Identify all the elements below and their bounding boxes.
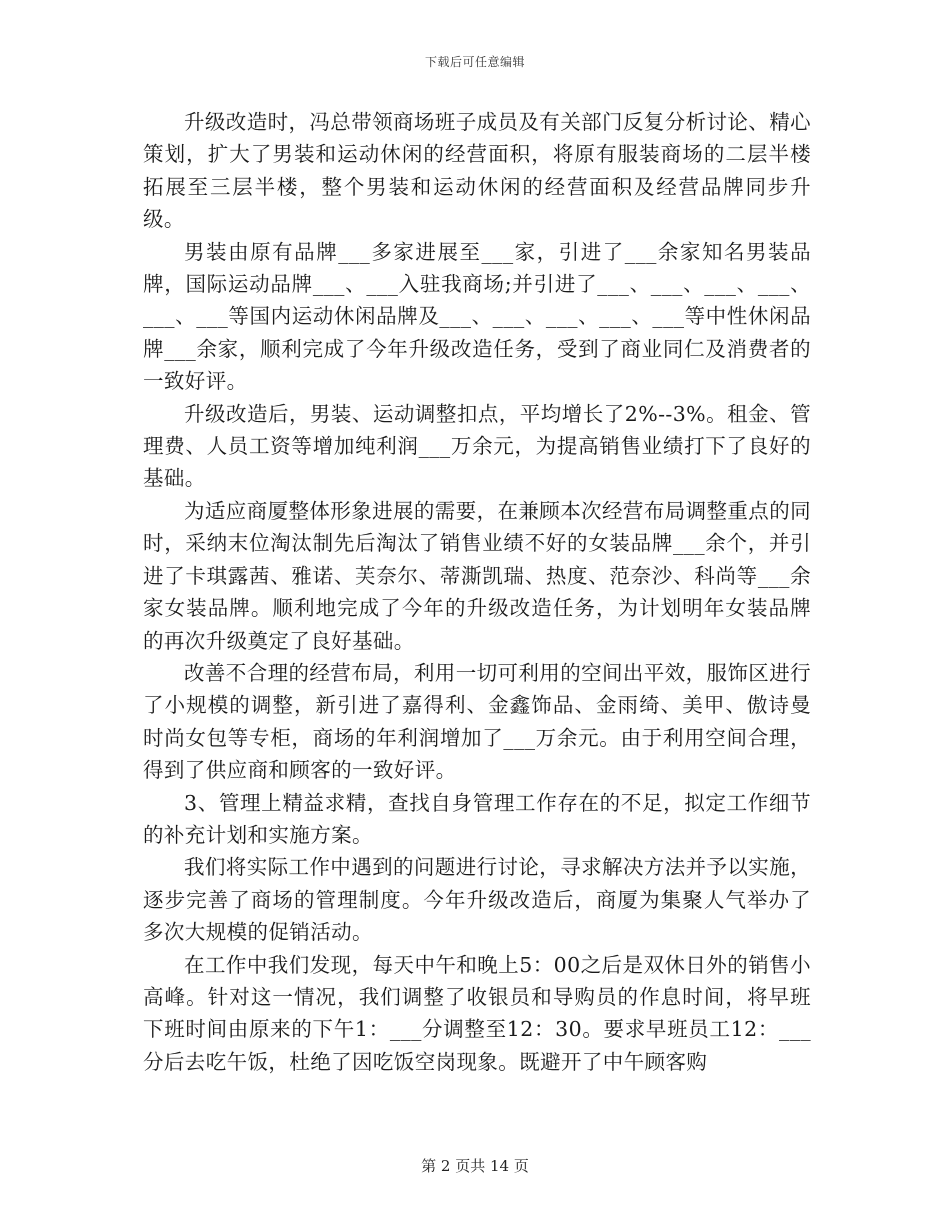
page-header: 下载后可任意编辑 <box>424 55 525 69</box>
page-footer: 第 2 页共 14 页 <box>421 1157 529 1175</box>
paragraph-7: 我们将实际工作中遇到的问题进行讨论，寻求解决方法并予以实施，逐步完善了商场的管理制度。今年升级改造后，商厦为集聚人气举办了多次大规模的促销活动。 <box>143 855 811 945</box>
paragraph-2: 男装由原有品牌___多家进展至___家，引进了___余家知名男装品牌，国际运动品牌___、___入驻我商场;并引进了___、___、___、___、___、___等国内运动休闲品牌及___、___、___、___、___等中性休闲品牌___余家，顺利完成了今年升级改造任务，受到了商业同仁及消费者的一致好评。 <box>143 239 811 394</box>
paragraph-5: 改善不合理的经营布局，利用一切可利用的空间出平效，服饰区进行了小规模的调整，新引进了嘉得利、金鑫饰品、金雨绮、美甲、傲诗曼时尚女包等专柜，商场的年利润增加了___万余元。由于利用空间合理，得到了供应商和顾客的一致好评。 <box>143 660 811 783</box>
paragraph-6: 3、管理上精益求精，查找自身管理工作存在的不足，拟定工作细节的补充计划和实施方案。 <box>143 790 811 847</box>
paragraph-1: 升级改造时，冯总带领商场班子成员及有关部门反复分析讨论、精心策划，扩大了男装和运动休闲的经营面积，将原有服装商场的二层半楼拓展至三层半楼，整个男装和运动休闲的经营面积及经营品牌同步升级。 <box>143 110 811 232</box>
paragraph-4: 为适应商厦整体形象进展的需要，在兼顾本次经营布局调整重点的同时，采纳末位淘汰制先后淘汰了销售业绩不好的女装品牌___余个，并引进了卡琪露茜、雅诺、芙奈尔、蒂澌凯瑞、热度、范奈沙、科尚等___余家女装品牌。顺利地完成了今年的升级改造任务，为计划明年女装品牌的再次升级奠定了良好基础。 <box>143 498 811 653</box>
paragraph-8: 在工作中我们发现，每天中午和晚上5：00之后是双休日外的销售小高峰。针对这一情况，我们调整了收银员和导购员的作息时间，将早班下班时间由原来的下午1：___分调整至12：30。要求早班员工12：___分后去吃午饭，杜绝了因吃饭空岗现象。既避开了中午顾客购 <box>143 952 811 1074</box>
paragraph-3: 升级改造后，男装、运动调整扣点，平均增长了2%--3%。租金、管理费、人员工资等增加纯利润___万余元，为提高销售业绩打下了良好的基础。 <box>143 401 811 491</box>
document-body <box>143 106 811 1078</box>
